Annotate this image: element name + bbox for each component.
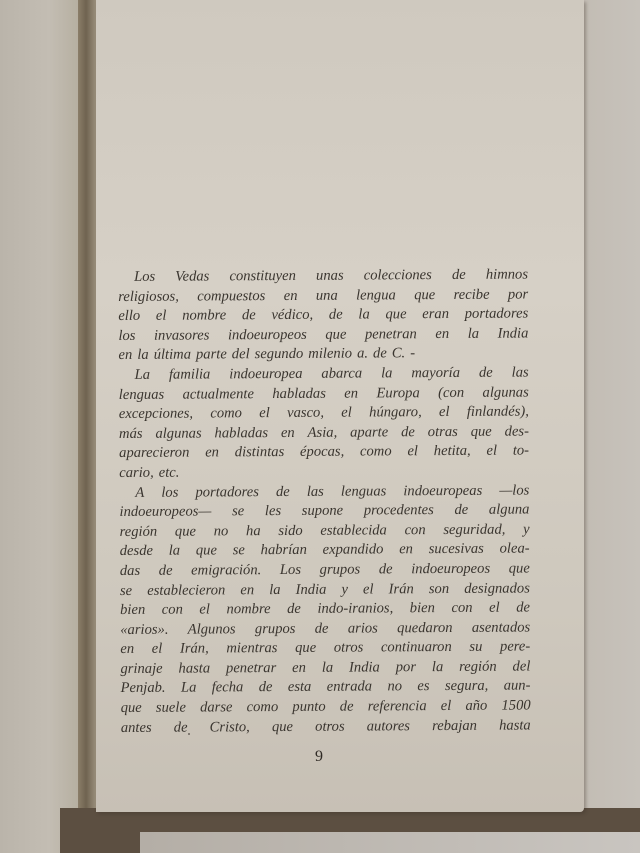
word: ello	[118, 308, 141, 325]
text-line	[120, 599, 530, 621]
word: abarca	[321, 365, 363, 382]
word: que	[508, 560, 530, 577]
word: indoeuropeos	[227, 326, 307, 344]
word: de	[258, 679, 273, 696]
word: de	[275, 483, 290, 500]
word: más	[118, 425, 143, 442]
word: una	[315, 287, 338, 304]
text-line	[118, 305, 528, 327]
word: grupos	[319, 561, 361, 578]
word: que	[120, 699, 142, 717]
word: asentados	[471, 619, 531, 636]
word: la	[467, 325, 480, 342]
word: con	[451, 599, 473, 617]
text-line	[120, 657, 530, 679]
text-line	[119, 383, 529, 405]
word: indoeuropea	[229, 365, 303, 383]
word: lengua	[356, 286, 396, 304]
word: los	[118, 327, 136, 344]
text-line	[120, 520, 530, 542]
word: habladas	[214, 424, 269, 442]
word: de	[451, 266, 466, 283]
left-page-edge	[0, 0, 82, 853]
word: del	[512, 658, 531, 675]
word: continuaron	[380, 639, 452, 656]
word: India	[348, 659, 380, 676]
word: arios	[347, 620, 378, 637]
word: mayoría	[411, 364, 461, 382]
word: portadores	[195, 483, 259, 501]
word: el	[489, 599, 500, 616]
word: de	[339, 698, 354, 715]
text-line	[121, 677, 531, 699]
word: védico,	[271, 306, 314, 324]
word: épocas,	[299, 443, 345, 461]
page-body-text	[118, 265, 531, 738]
word: se	[232, 503, 245, 520]
word: el	[199, 601, 210, 618]
word: habrían	[260, 542, 307, 559]
word: de	[372, 345, 387, 362]
word: su	[469, 639, 483, 656]
word: supone	[301, 502, 344, 520]
word: húngaro,	[369, 404, 422, 421]
word: los	[161, 484, 179, 501]
text-line	[120, 540, 530, 562]
word: el	[438, 404, 450, 421]
word: aun-	[503, 677, 531, 695]
word: con	[404, 521, 426, 538]
word: recibe	[453, 286, 490, 303]
word: en	[120, 641, 135, 658]
word: unas	[315, 267, 344, 284]
word: indoeuropeos	[411, 560, 491, 578]
text-line	[118, 285, 528, 307]
text-line	[119, 501, 529, 523]
word: hasta	[499, 717, 531, 734]
word: y	[341, 581, 349, 598]
word: referencia	[367, 698, 427, 715]
word: aparecieron	[119, 444, 190, 462]
word: en	[280, 424, 295, 441]
word: colecciones	[363, 267, 432, 284]
ink-speck	[188, 733, 190, 735]
word: de	[241, 307, 256, 324]
word: portadores	[464, 305, 529, 323]
word: en	[435, 325, 450, 342]
word: A	[135, 484, 145, 501]
word: (con	[438, 384, 465, 401]
word: otros	[333, 639, 364, 656]
word: de	[314, 620, 329, 637]
word: la	[137, 347, 149, 364]
word: en	[344, 385, 359, 402]
word: bien	[409, 600, 435, 617]
word: parte	[195, 346, 227, 363]
word: en	[205, 444, 220, 461]
word: distintas	[234, 444, 285, 461]
word: las	[511, 364, 529, 381]
word: pere-	[499, 638, 531, 655]
word: como	[246, 699, 279, 716]
word: en	[292, 659, 306, 676]
word: año	[465, 697, 488, 714]
word: la	[431, 658, 444, 675]
word: la	[321, 659, 334, 676]
word: autores	[366, 717, 411, 735]
word: compuestos	[197, 287, 266, 305]
word: punto	[292, 698, 326, 716]
word: lenguas	[340, 482, 387, 500]
word: se	[119, 582, 133, 599]
text-line	[119, 403, 529, 425]
word: das	[119, 562, 141, 579]
word: las	[306, 483, 324, 500]
word: que	[271, 718, 294, 735]
word: habladas	[272, 385, 326, 402]
word: hasta	[178, 660, 211, 677]
word: de	[454, 501, 469, 519]
word: Los	[134, 268, 156, 285]
word: 1500	[501, 697, 531, 714]
word: nombre	[226, 601, 271, 618]
word: penetran	[364, 325, 417, 343]
word: expandido	[322, 541, 384, 559]
word: algunas	[155, 425, 202, 442]
word: establecida	[320, 522, 387, 539]
word: establecieron	[147, 581, 226, 599]
word: seguridad,	[443, 521, 506, 538]
word: religiosos,	[118, 288, 179, 305]
text-line	[121, 716, 531, 738]
word: des-	[504, 423, 530, 440]
word: son	[428, 580, 450, 597]
word: fecha	[211, 679, 244, 696]
word: darse	[199, 699, 233, 716]
word: —los	[499, 482, 530, 499]
word: con	[161, 601, 183, 618]
word: el	[362, 580, 374, 598]
word: nombre	[182, 307, 227, 324]
word: Irán	[388, 580, 414, 597]
word: aparte	[350, 424, 389, 441]
word: de	[173, 719, 188, 736]
text-line	[120, 618, 530, 640]
word: actualmente	[182, 385, 254, 403]
word: Irán,	[179, 640, 209, 657]
word: otros	[315, 718, 345, 735]
word: to-	[512, 442, 530, 459]
word: emigración.	[191, 562, 262, 579]
word: que	[414, 286, 436, 303]
word: el	[486, 443, 498, 460]
word: invasores	[153, 327, 210, 344]
word: C.	[391, 345, 406, 362]
word: antes	[120, 719, 152, 736]
word: de	[287, 600, 301, 618]
word: de	[401, 423, 415, 441]
text-line	[118, 265, 528, 287]
word: que	[385, 306, 407, 323]
word: la	[168, 542, 181, 560]
word: el	[407, 443, 419, 460]
word: como	[210, 405, 243, 422]
word: en	[399, 541, 414, 558]
word: en	[283, 287, 298, 304]
page-number: 9	[315, 748, 323, 765]
word: otras	[427, 423, 458, 440]
word: que	[470, 423, 492, 440]
word: que	[295, 640, 317, 657]
word: designados	[464, 579, 530, 597]
word: eran	[422, 306, 450, 323]
word: vasco,	[287, 404, 325, 422]
word: Algunos	[187, 620, 236, 638]
word: de	[478, 364, 493, 381]
word: por	[507, 286, 529, 303]
word: procedentes	[363, 502, 434, 519]
word: India	[295, 581, 327, 598]
text-line	[118, 344, 528, 366]
word: La	[134, 366, 151, 383]
word: el	[440, 698, 452, 715]
word: Cristo,	[209, 718, 250, 736]
word: entrada	[326, 678, 373, 696]
word: La	[180, 679, 197, 697]
word: penetrar	[225, 659, 277, 677]
word: esta	[287, 679, 312, 696]
text-line	[120, 579, 530, 601]
word: indoeuropeos—	[119, 503, 212, 521]
word: se	[232, 542, 245, 559]
text-line	[119, 442, 529, 464]
word: como	[359, 443, 392, 460]
word: olea-	[499, 540, 530, 557]
text-line	[118, 324, 528, 346]
word: región	[119, 523, 158, 540]
word: segundo	[254, 346, 304, 363]
word: alguna	[488, 501, 530, 518]
word: que	[325, 326, 347, 343]
background-surface	[578, 0, 640, 853]
word: indoeuropeas	[403, 482, 483, 499]
word: de	[516, 599, 531, 616]
word: les	[264, 503, 282, 520]
word: ha	[245, 522, 261, 539]
word: -	[410, 345, 416, 362]
word: Asia,	[307, 424, 338, 441]
word: hetita,	[433, 443, 471, 460]
word: de	[328, 306, 343, 323]
word: el	[151, 641, 163, 658]
word: bien	[120, 601, 146, 619]
word: que	[195, 542, 217, 559]
word: del	[231, 346, 250, 363]
text-line	[119, 461, 529, 483]
word: quedaron	[397, 619, 453, 636]
background-surface-bottom	[140, 832, 640, 853]
word: segura,	[444, 678, 489, 695]
word: excepciones,	[118, 405, 194, 423]
word: grinaje	[120, 660, 163, 677]
word: desde	[119, 543, 154, 560]
text-line	[121, 697, 531, 719]
word: sido	[278, 522, 303, 539]
book-gutter	[78, 0, 96, 853]
word: milenio	[308, 345, 353, 363]
word: en	[240, 581, 255, 598]
word: la	[358, 306, 370, 323]
word: de	[378, 561, 393, 578]
text-line	[119, 481, 529, 503]
word: el	[341, 404, 352, 421]
word: familia	[168, 366, 211, 383]
word: algunas	[482, 384, 529, 401]
word: grupos	[254, 620, 296, 637]
text-line	[120, 638, 530, 660]
text-line	[119, 422, 529, 444]
word: lenguas	[118, 386, 165, 403]
word: indo-iranios,	[317, 600, 394, 617]
word: por	[395, 659, 417, 676]
word: el	[155, 307, 167, 324]
text-line	[119, 363, 529, 385]
word: no	[387, 678, 403, 695]
word: India	[497, 325, 529, 342]
word: constituyen	[229, 267, 296, 285]
word: el	[259, 405, 270, 422]
word: sucesivas	[428, 541, 484, 558]
word: etc.	[158, 464, 180, 481]
text-line	[120, 559, 530, 581]
word: Vedas	[175, 268, 210, 285]
word: finlandés),	[466, 403, 529, 421]
word: a.	[357, 345, 369, 362]
word: región	[459, 658, 497, 675]
word: que	[174, 523, 197, 540]
word: Los	[279, 561, 302, 578]
word: en	[118, 347, 133, 364]
word: Europa	[376, 384, 420, 401]
word: de	[158, 562, 173, 579]
word: no	[213, 523, 229, 540]
word: «arios».	[120, 621, 169, 638]
word: y	[523, 521, 530, 538]
word: es	[417, 678, 430, 695]
word: suele	[155, 699, 186, 716]
word: himnos	[485, 266, 529, 283]
word: última	[153, 346, 192, 364]
word: cario,	[119, 464, 154, 481]
word: la	[269, 581, 281, 598]
word: mientras	[226, 640, 278, 657]
word: rebajan	[432, 717, 478, 734]
word: Penjab.	[120, 680, 166, 697]
word: la	[381, 365, 393, 382]
